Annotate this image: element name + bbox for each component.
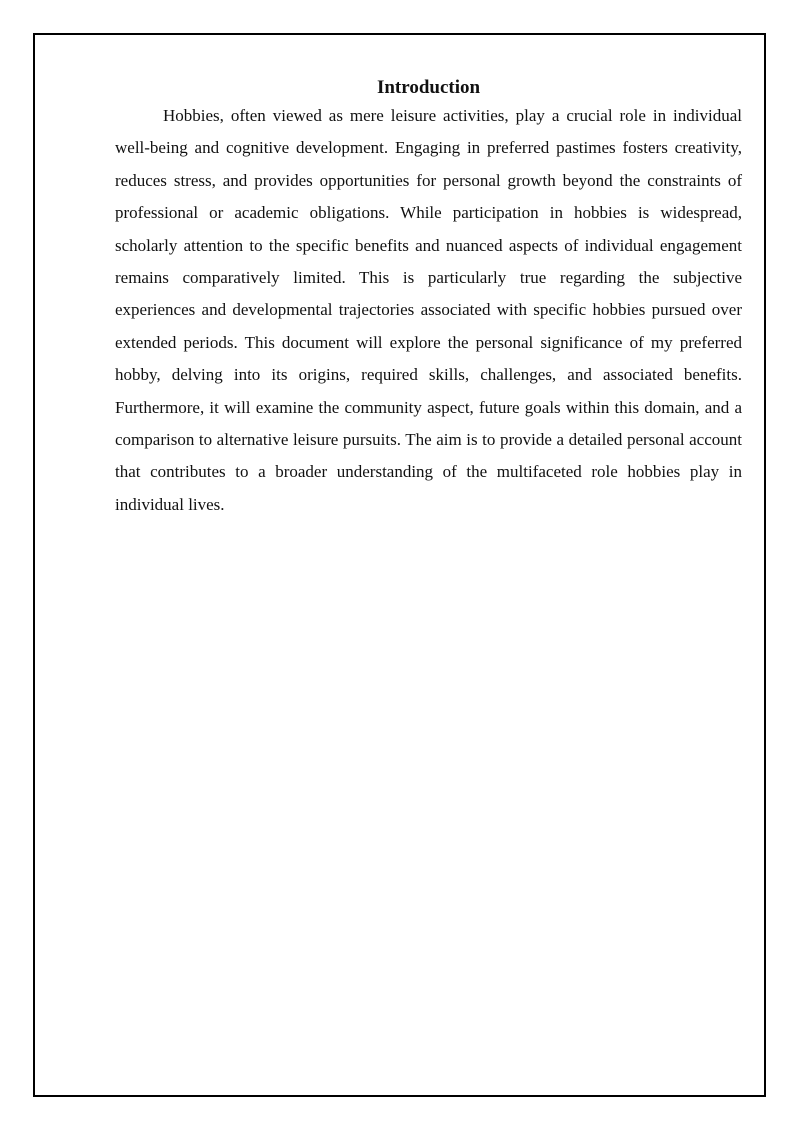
section-heading: Introduction xyxy=(376,77,481,98)
document-body xyxy=(115,76,742,521)
intro-paragraph: Hobbies, often viewed as mere leisure activities, play a crucial role in individual well-being and cognitive development. Engaging in preferred pastimes fosters creativity, reduces stress, and provides opportunities for personal growth beyond the constraints of professional or academic obligations. While participation in hobbies is widespread, scholarly attention to the specific benefits and nuanced aspects of individual engagement remains comparatively limited. This is particularly true regarding the subjective experiences and developmental trajectories associated with specific hobbies pursued over extended periods. This document will explore the personal significance of my preferred hobby, delving into its origins, required skills, challenges, and associated benefits. Furthermore, it will examine the community aspect, future goals within this domain, and a comparison to alternative leisure pursuits. The aim is to provide a detailed personal account that contributes to a broader understanding of the multifaceted role hobbies play in individual lives. xyxy=(115,106,742,514)
